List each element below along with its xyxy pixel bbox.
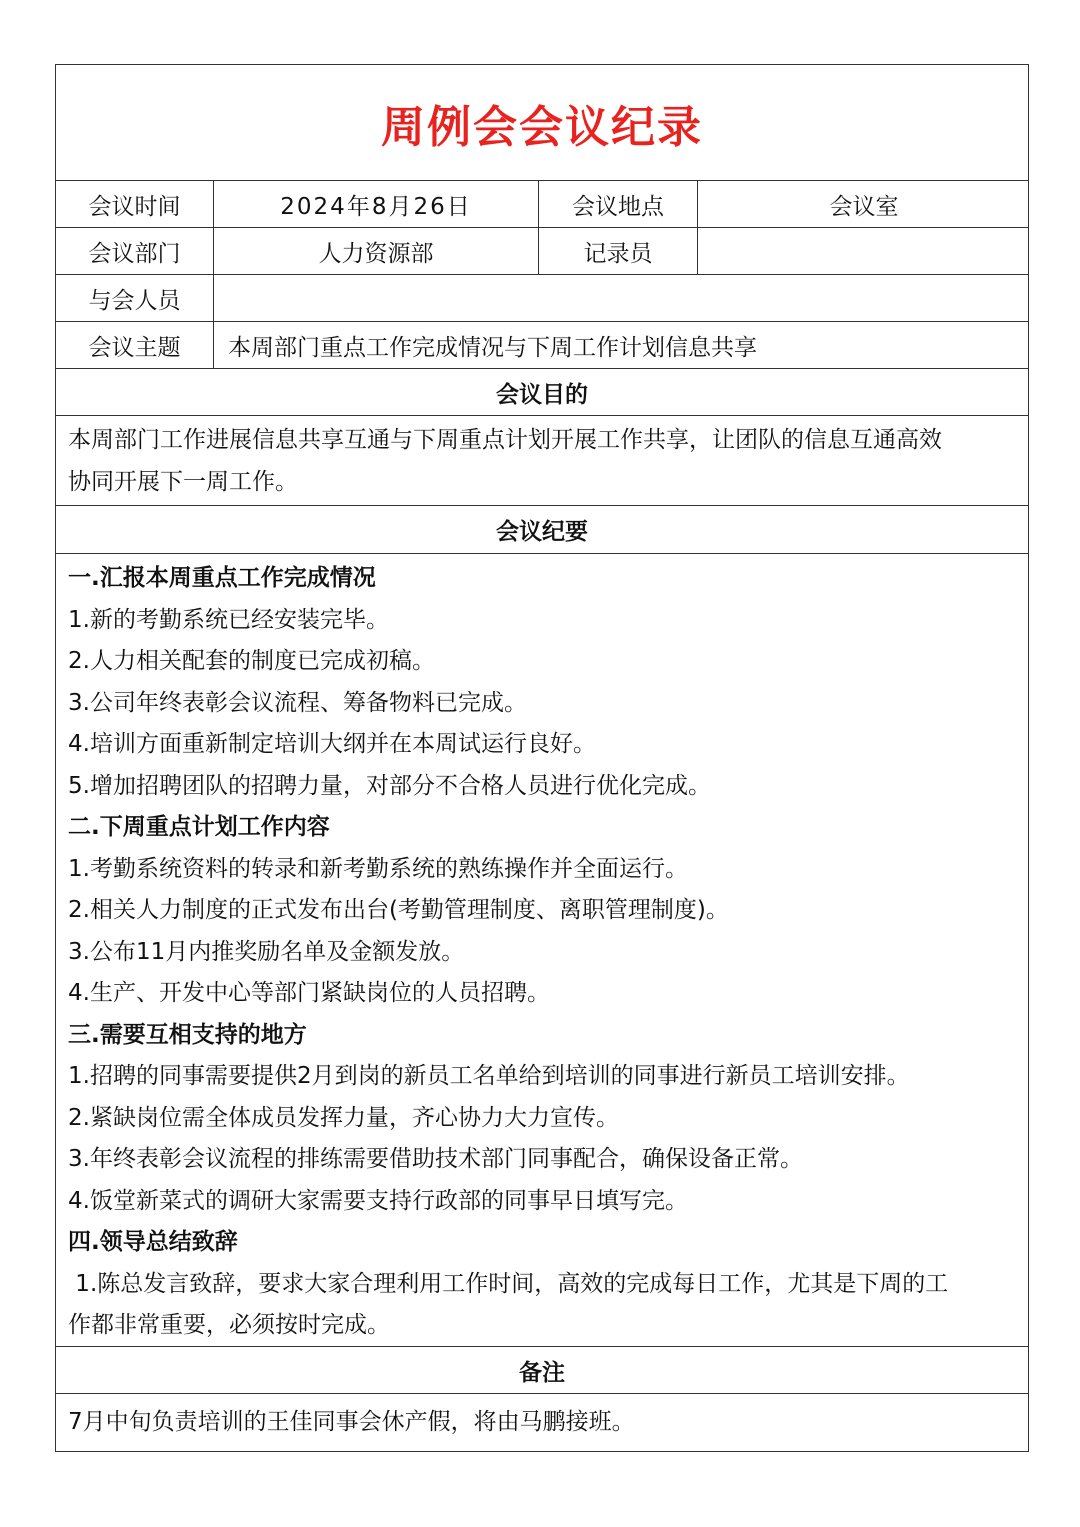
row-attendees [56,275,1028,322]
attendees-value [213,275,1030,321]
remarks-body [56,1394,1028,1451]
section-title: 二.下周重点计划工作内容 [68,814,330,840]
dept-label: 会议部门 [88,240,181,267]
remarks-heading: 备注 [56,1347,1028,1394]
minutes-body [56,554,1028,1347]
place-label: 会议地点 [538,181,697,227]
section-title: 一.汇报本周重点工作完成情况 [68,565,376,591]
place-value: 会议室 [697,181,1030,227]
list-item: 1.新的考勤系统已经安装完毕。 [68,606,389,633]
row-time-place [56,181,1028,228]
list-item: 2.相关人力制度的正式发布出台(考勤管理制度、离职管理制度)。 [68,897,729,923]
minutes-heading: 会议纪要 [56,506,1028,554]
remarks-text: 7月中旬负责培训的王佳同事会休产假，将由马鹏接班。 [68,1408,635,1435]
purpose-heading: 会议目的 [56,369,1028,416]
list-item: 4.培训方面重新制定培训大纲并在本周试运行良好。 [68,731,596,757]
section-title: 三.需要互相支持的地方 [68,1021,307,1048]
time-value: 2024年8月26日 [213,181,538,227]
purpose-body [56,416,1028,506]
list-item: 1.招聘的同事需要提供2月到岗的新员工名单给到培训的同事进行新员工培训安排。 [68,1063,910,1089]
topic-label: 会议主题 [88,334,181,361]
row-topic [56,322,1028,369]
list-item: 3.公布11月内推奖励名单及金额发放。 [68,938,465,965]
dept-value: 人力资源部 [213,228,538,274]
meeting-minutes-table [55,64,1029,1452]
list-item: 1.考勤系统资料的转录和新考勤系统的熟练操作并全面运行。 [68,855,688,882]
list-item: 2.人力相关配套的制度已完成初稿。 [68,648,435,674]
list-item: 1.陈总发言致辞，要求大家合理利用工作时间，高效的完成每日工作，尤其是下周的工 [68,1270,949,1297]
list-item: 作都非常重要，必须按时完成。 [68,1312,390,1338]
purpose-line: 本周部门工作进展信息共享互通与下周重点计划开展工作共享，让团队的信息互通高效 [68,427,942,453]
list-item: 2.紧缺岗位需全体成员发挥力量，齐心协力大力宣传。 [68,1104,619,1131]
row-dept-recorder [56,228,1028,275]
list-item: 5.增加招聘团队的招聘力量，对部分不合格人员进行优化完成。 [68,772,711,799]
list-item: 4.饭堂新菜式的调研大家需要支持行政部的同事早日填写完。 [68,1187,688,1214]
list-item: 3.公司年终表彰会议流程、筹备物料已完成。 [68,689,527,716]
topic-value: 本周部门重点工作完成情况与下周工作计划信息共享 [213,322,1030,368]
purpose-line: 协同开展下一周工作。 [68,468,298,495]
list-item: 4.生产、开发中心等部门紧缺岗位的人员招聘。 [68,980,550,1006]
recorder-value [697,228,1030,274]
list-item: 3.年终表彰会议流程的排练需要借助技术部门同事配合，确保设备正常。 [68,1146,803,1172]
attendees-label: 与会人员 [88,287,181,314]
page-title: 周例会会议纪录 [56,65,1028,181]
time-label: 会议时间 [88,193,181,220]
section-title: 四.领导总结致辞 [68,1229,238,1255]
recorder-label: 记录员 [538,228,697,274]
